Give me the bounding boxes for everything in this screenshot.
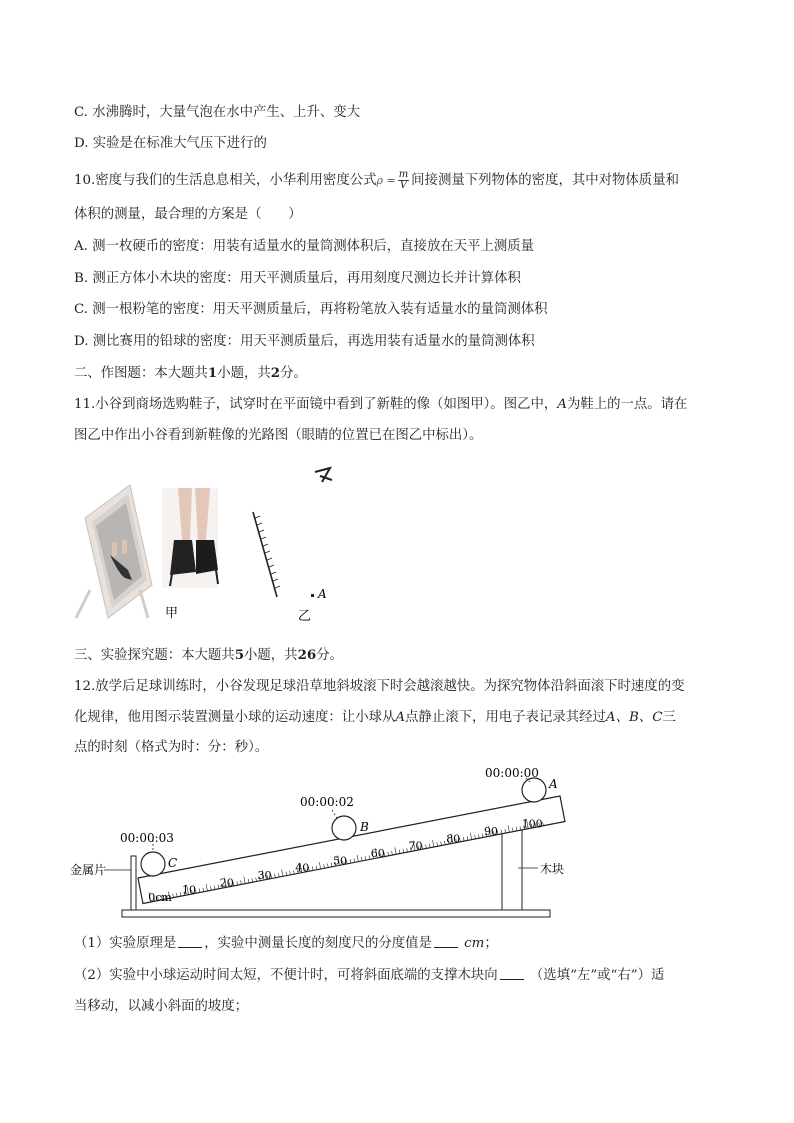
ball-c-label: C — [168, 856, 178, 870]
q11-text-a: 11.小谷到商场选购鞋子，试穿时在平面镜中看到了新鞋的像（如图甲）。图乙中， — [74, 397, 558, 412]
q9-option-d: D. 实验是在标准大气压下进行的 — [74, 136, 267, 151]
ruler-label: 50 — [332, 854, 347, 868]
q12-text-a: 化规律，他用图示装置测量小球的运动速度：让小球从 — [74, 710, 396, 725]
formula-numerator: m — [398, 169, 409, 180]
q12-text-b: 点静止滚下，用电子表记录其经过 — [405, 710, 606, 725]
section-3-heading — [74, 646, 343, 665]
ball-at-b — [332, 816, 356, 840]
q10-option-a: A. 测一枚硬币的密度：用装有适量水的量筒测体积后，直接放在天平上测质量 — [74, 239, 535, 254]
ruler-label: 100 — [521, 817, 543, 831]
sub-1-text-a: （1）实验原理是 — [74, 936, 177, 951]
q12-points-abc: A、B、C — [605, 710, 663, 725]
ball-b-label: B — [360, 820, 369, 834]
metal-plate — [131, 856, 136, 910]
q11-line-2: 图乙中作出小谷看到新鞋像的光路图（眼睛的位置已在图乙中标出）。 — [74, 428, 483, 443]
q11-line-1 — [74, 396, 687, 414]
q12-line-2 — [74, 709, 676, 727]
q10-stem-a: 10.密度与我们的生活息息相关，小华利用密度公式 — [74, 173, 377, 188]
ruler-label: 70 — [408, 839, 423, 853]
density-formula-lhs: ρ = — [376, 174, 396, 187]
mirror-photo — [76, 485, 152, 618]
q12-line-1: 12.放学后足球训练时，小谷发现足球沿草地斜坡滚下时会越滚越快。为探究物体沿斜面滚下时速度的变 — [74, 679, 685, 694]
ruler-label: 90 — [483, 825, 498, 839]
q12-line-3: 点的时刻（格式为时：分：秒）。 — [74, 740, 269, 755]
section-2-text-c: 分。 — [280, 366, 307, 381]
answer-blank-direction[interactable] — [500, 967, 524, 980]
q10-stem — [74, 170, 679, 191]
section-2-score: 2 — [270, 365, 281, 381]
plane-mirror — [253, 512, 280, 597]
formula-denominator: V — [399, 180, 408, 191]
ruler-label: 80 — [446, 832, 461, 846]
ball-a-label: A — [549, 777, 558, 791]
density-formula-fraction — [398, 170, 409, 191]
ball-at-c — [141, 852, 165, 876]
q12-sub-1 — [74, 935, 498, 953]
q10-stem-b: 间接测量下列物体的密度，其中对物体质量和 — [411, 173, 679, 188]
time-at-a: 00:00:00 — [485, 766, 539, 780]
incline-figure — [60, 760, 565, 925]
ruler-label: 20 — [219, 876, 234, 890]
section-3-score: 26 — [297, 647, 317, 663]
q10-stem-c: 体积的测量，最合理的方案是（ ） — [74, 207, 302, 222]
ruler-label: 10 — [181, 883, 196, 897]
ruler-body — [138, 796, 565, 904]
figure-yi-caption: 乙 — [298, 609, 312, 624]
sub-1-text-b: ，实验中测量长度的刻度尺的分度值是 — [204, 936, 432, 951]
q11-figure — [70, 460, 370, 624]
section-2-text-a: 二、作图题：本大题共 — [74, 366, 208, 381]
section-2-heading — [74, 364, 307, 383]
answer-blank-principle[interactable] — [178, 935, 202, 948]
section-3-text-a: 三、实验探究题：本大题共 — [74, 648, 235, 663]
section-3-text-b: 小题，共 — [244, 648, 298, 663]
answer-blank-division[interactable] — [434, 935, 458, 948]
section-2-text-b: 小题，共 — [217, 366, 271, 381]
wood-block-label: 木块 — [540, 862, 565, 876]
section-3-count: 5 — [234, 647, 245, 663]
metal-plate-label: 金属片 — [70, 863, 107, 877]
ruler-label: 40 — [295, 861, 310, 875]
q11-text-b: 为鞋上的一点。请在 — [566, 397, 688, 412]
q12-point-a-ref: A — [395, 710, 406, 725]
sub-2-text-a: （2）实验中小球运动时间太短，不便计时，可将斜面底端的支撑木块向 — [74, 968, 498, 983]
q12-sub-2 — [74, 967, 664, 985]
q10-option-c: C. 测一根粉笔的密度：用天平测质量后，再将粉笔放入装有适量水的量筒测体积 — [74, 302, 548, 317]
figure-jia-caption: 甲 — [165, 606, 179, 621]
ruler-label: 0cm — [148, 891, 172, 905]
ruler-label: 60 — [370, 847, 385, 861]
eye-icon — [315, 468, 332, 482]
q12-text-d: 三 — [662, 710, 676, 725]
q12-sub-2-cont: 当移动，以减小斜面的坡度； — [74, 999, 249, 1014]
sub-2-text-b: （选填“左”或“右”）适 — [529, 968, 665, 983]
sub-1-end: ； — [484, 936, 498, 951]
q10-option-b: B. 测正方体小木块的密度：用天平测质量后，再用刻度尺测边长并计算体积 — [74, 271, 521, 286]
sub-1-unit: cm — [464, 936, 485, 951]
ball-at-a — [522, 778, 546, 802]
q10-option-d: D. 测比赛用的铅球的密度：用天平测质量后，再选用装有适量水的量筒测体积 — [74, 334, 535, 349]
point-a-marker — [311, 594, 314, 597]
point-a-label: A — [318, 587, 327, 601]
section-3-text-c: 分。 — [316, 648, 343, 663]
time-at-c: 00:00:03 — [120, 831, 174, 845]
time-at-b: 00:00:02 — [300, 795, 354, 809]
ruler-label: 30 — [257, 869, 272, 883]
inclined-ruler — [138, 796, 565, 904]
q11-point-a-ref: A — [557, 397, 567, 412]
section-2-count: 1 — [207, 365, 218, 381]
wood-block — [502, 830, 522, 910]
base-plank — [122, 910, 550, 917]
boots-photo — [162, 488, 218, 588]
q9-option-c: C. 水沸腾时，大量气泡在水中产生、上升、变大 — [74, 105, 361, 120]
